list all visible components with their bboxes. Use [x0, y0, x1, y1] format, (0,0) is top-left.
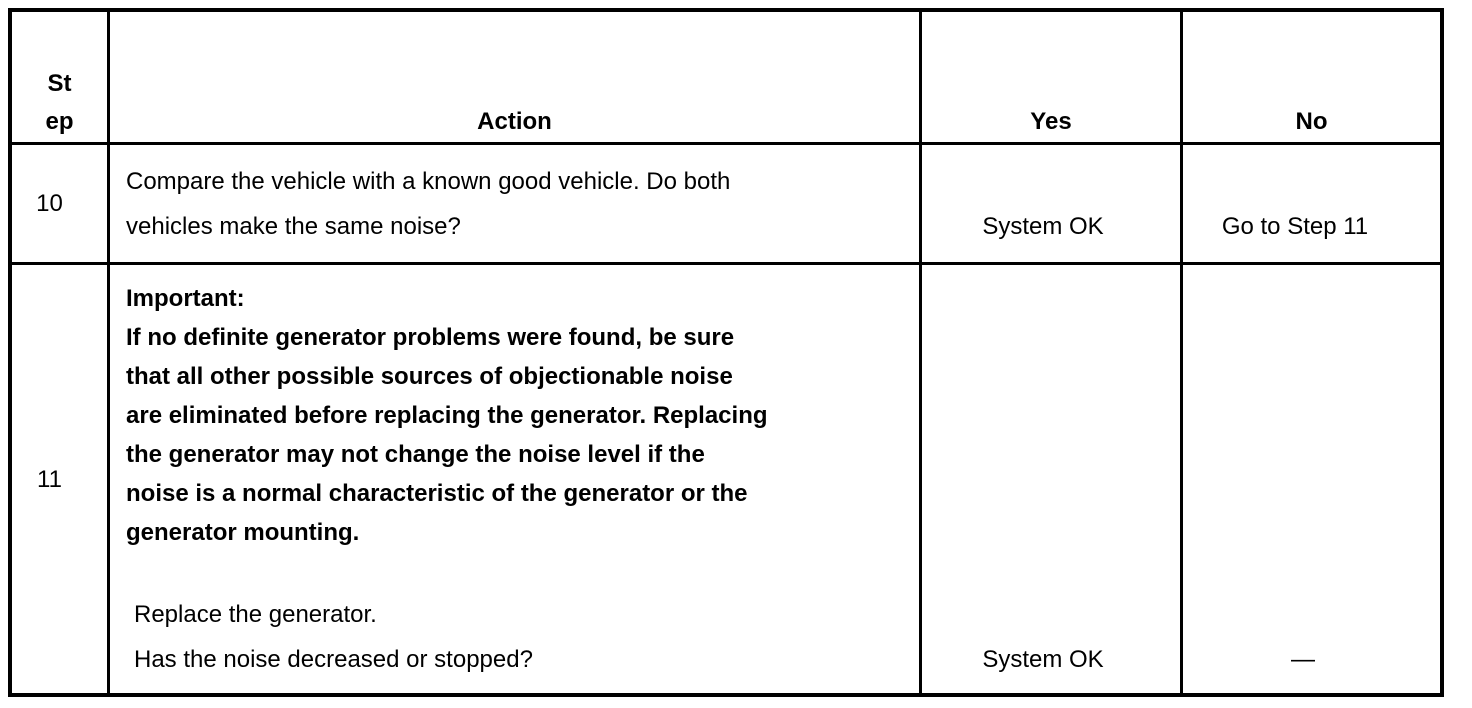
important-note-line: the generator may not change the noise level if the [126, 441, 705, 468]
important-note-line: If no definite generator problems were found, be sure [126, 324, 735, 351]
action-text-line: vehicles make the same noise? [126, 213, 461, 240]
important-note-line: noise is a normal characteristic of the generator or the [126, 480, 748, 507]
row-divider-header [8, 142, 1444, 145]
action-text-line: Has the noise decreased or stopped? [134, 646, 533, 673]
no-result: — [1291, 646, 1315, 673]
header-no: No [1295, 108, 1328, 135]
important-note-line: are eliminated before replacing the generator. Replacing [126, 402, 768, 429]
important-note-line: generator mounting. [126, 519, 360, 546]
action-text-line: Replace the generator. [134, 601, 377, 628]
header-action: Action [477, 108, 552, 135]
important-label: Important: [126, 285, 245, 312]
table-border-top [8, 8, 1444, 12]
table-border-right [1440, 8, 1444, 697]
header-step-line1: St [47, 70, 72, 97]
action-text-line: Compare the vehicle with a known good vehicle. Do both [126, 168, 731, 195]
step-number: 10 [36, 190, 63, 217]
row-divider-step-10 [8, 262, 1444, 265]
yes-result: System OK [982, 213, 1104, 240]
header-yes: Yes [1030, 108, 1072, 135]
yes-result: System OK [982, 646, 1104, 673]
header-step-line2: ep [45, 108, 74, 135]
no-result: Go to Step 11 [1221, 213, 1369, 240]
table-border-bottom [8, 693, 1444, 697]
step-number: 11 [37, 466, 62, 493]
important-note-line: that all other possible sources of objectionable noise [126, 363, 733, 390]
